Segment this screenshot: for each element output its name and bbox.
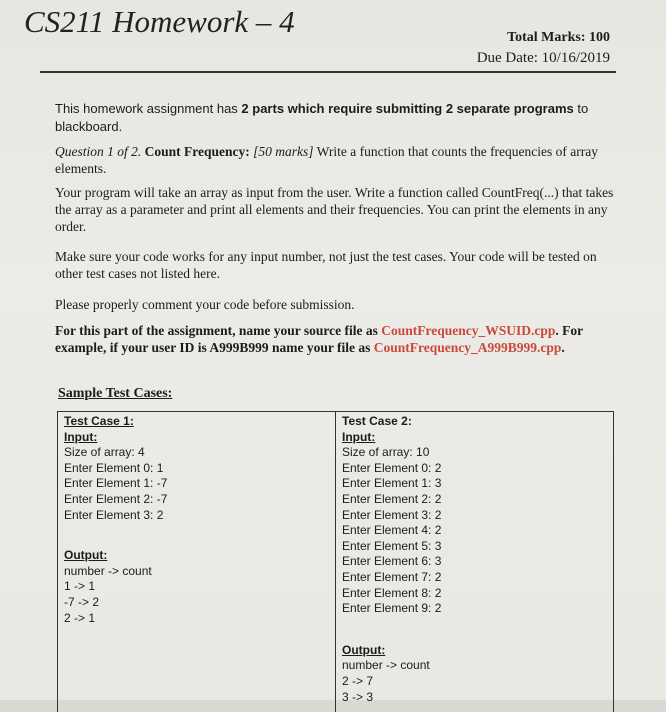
test-case-1-title: Test Case 1: — [64, 414, 134, 428]
test-case-2-output-line: 3 -> 3 — [342, 689, 374, 704]
test-case-2-input-line: Size of array: 10 — [342, 445, 430, 460]
intro-text-bold: 2 parts which require submitting 2 separate programs — [241, 101, 574, 116]
naming-text-c: . — [561, 340, 565, 355]
intro-paragraph — [55, 100, 595, 136]
naming-text-b: . For example, if your user ID is A999B999 name your file as — [55, 323, 583, 355]
test-case-1-input-line: Enter Element 2: -7 — [64, 491, 168, 506]
table-column-divider — [335, 412, 336, 712]
intro-text-start: This homework assignment has — [55, 101, 242, 116]
test-case-1-output-label: Output: — [64, 548, 108, 563]
test-case-2-input-line: Enter Element 8: 2 — [342, 585, 442, 600]
test-case-2-title: Test Case 2: — [342, 414, 412, 428]
sample-test-cases-heading: Sample Test Cases: — [58, 386, 173, 401]
test-case-2-input-label: Input: — [342, 429, 376, 444]
test-cases-table — [57, 411, 614, 712]
test-case-2-output-line: 2 -> 7 — [342, 673, 374, 688]
question-text: Write a function that counts the frequencies of array elements. — [55, 144, 599, 176]
test-case-1-input-line: Enter Element 3: 2 — [64, 507, 164, 522]
test-case-1-output-line: number -> count — [64, 563, 152, 578]
header-divider — [40, 71, 616, 73]
question-marks: [50 marks] — [249, 144, 314, 159]
test-case-2-input-line: Enter Element 7: 2 — [342, 569, 442, 584]
test-case-2-input-line: Enter Element 2: 2 — [342, 491, 442, 506]
test-case-1-output-line: 2 -> 1 — [64, 610, 96, 625]
question-label: Question 1 of 2. — [55, 144, 142, 159]
test-case-2-input-line: Enter Element 0: 2 — [342, 460, 442, 475]
comment-note: Please properly comment your code before submission. — [55, 297, 355, 312]
naming-text-a: For this part of the assignment, name your source file as — [55, 323, 382, 338]
test-case-2-input-line: Enter Element 1: 3 — [342, 476, 442, 491]
question-paragraph — [55, 143, 620, 177]
due-date: Due Date: 10/16/2019 — [476, 50, 610, 66]
example-filename: CountFrequency_A999B999.cpp — [373, 340, 562, 355]
spacer — [64, 523, 167, 548]
test-case-1-input-line: Size of array: 4 — [64, 445, 145, 460]
test-case-2-input-line: Enter Element 9: 2 — [342, 601, 442, 616]
test-case-1-input-line: Enter Element 1: -7 — [64, 476, 168, 491]
total-marks: Total Marks: 100 — [507, 30, 610, 45]
test-case-1-cell — [64, 414, 167, 626]
test-case-1-output-line: -7 -> 2 — [64, 594, 100, 609]
question-name: Count Frequency: — [141, 144, 250, 159]
document-title: CS211 Homework – 4 — [24, 4, 295, 39]
program-description: Your program will take an array as input from the user. Write a function called CountFreq(...) that takes the array as a parameter and print all elements and their frequencies. You can print the elements in any order. — [55, 185, 614, 234]
spacer — [342, 617, 441, 643]
source-filename: CountFrequency_WSUID.cpp — [381, 323, 556, 338]
test-case-1-input-line: Enter Element 0: 1 — [64, 460, 164, 475]
test-case-2-input-line: Enter Element 4: 2 — [342, 523, 442, 538]
test-case-2-output-line: number -> count — [342, 658, 430, 673]
test-case-2-input-line: Enter Element 3: 2 — [342, 507, 442, 522]
test-case-1-output-line: 1 -> 1 — [64, 579, 96, 594]
test-case-1-input-label: Input: — [64, 429, 98, 444]
test-case-2-input-line: Enter Element 6: 3 — [342, 554, 442, 569]
test-case-2-output-label: Output: — [342, 642, 386, 657]
file-naming-instructions — [55, 322, 620, 356]
test-case-2-input-line: Enter Element 5: 3 — [342, 538, 442, 553]
test-case-2-cell — [342, 414, 441, 705]
intro-text-end: to blackboard. — [55, 101, 589, 134]
test-cases-note: Make sure your code works for any input number, not just the test cases. Your code will be tested on other test cases not listed here. — [55, 249, 597, 281]
